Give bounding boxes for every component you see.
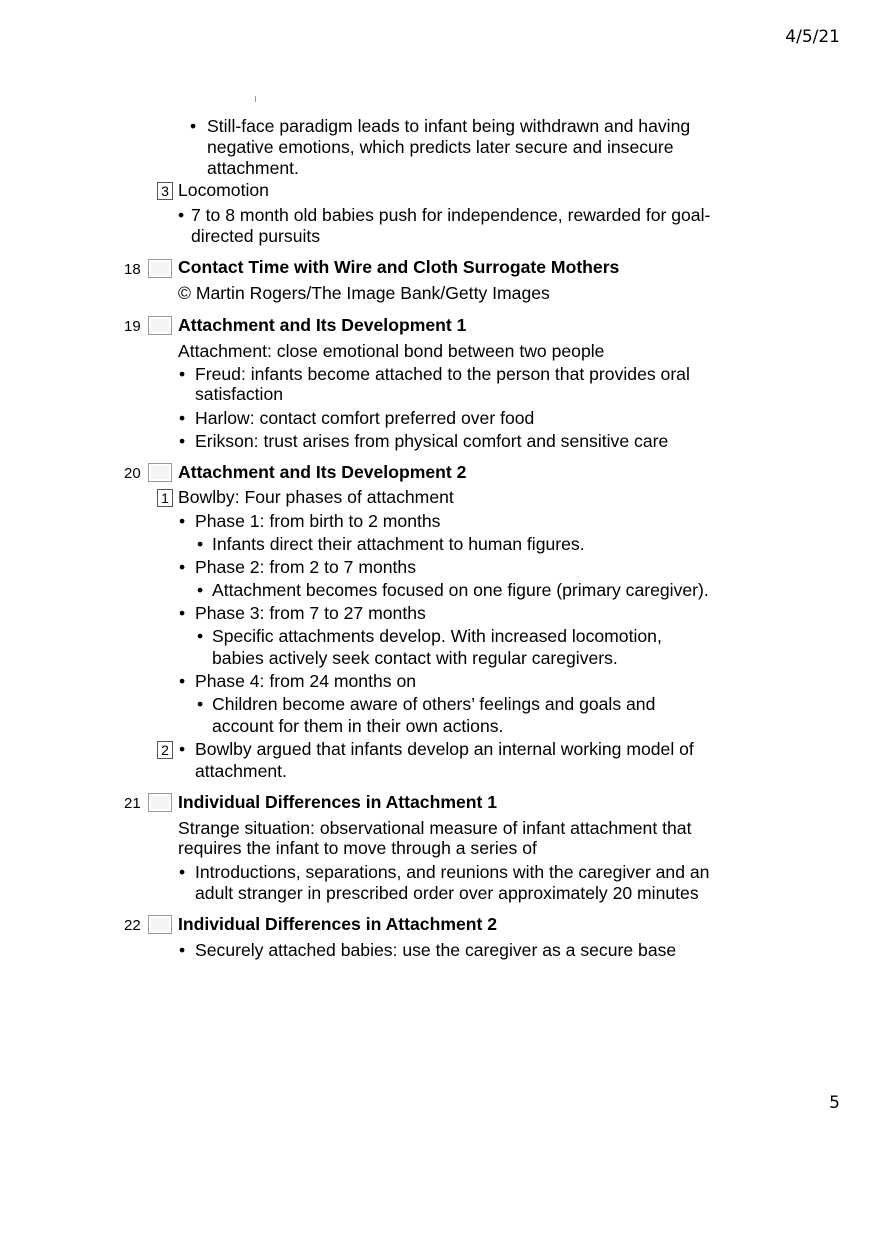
bullet-dot: • xyxy=(197,694,204,714)
header-date: 4/5/21 xyxy=(785,27,840,47)
bullet-dot: • xyxy=(178,205,185,225)
cut-off-text-mark xyxy=(255,96,259,102)
bullet-dot: • xyxy=(197,580,204,600)
item-1-number-box: 1 xyxy=(157,489,173,507)
phase-1-label: Phase 1: from birth to 2 months xyxy=(195,511,441,531)
phase-3-label: Phase 3: from 7 to 27 months xyxy=(195,603,426,623)
slide-21-intro-2: requires the infant to move through a series of xyxy=(178,838,537,858)
bullet-dot: • xyxy=(197,534,204,554)
freud-line-2: satisfaction xyxy=(195,384,284,404)
freud-line-1: Freud: infants become attached to the person that provides oral xyxy=(195,364,690,384)
slide-number-20: 20 xyxy=(124,465,141,482)
still-face-line-1: Still-face paradigm leads to infant being withdrawn and having xyxy=(207,116,691,136)
bullet-dot: • xyxy=(179,408,186,428)
slide-21-title: Individual Differences in Attachment 1 xyxy=(178,792,498,812)
slide-number-19: 19 xyxy=(124,318,141,335)
slide-thumbnail-22[interactable] xyxy=(148,915,172,934)
bullet-dot: • xyxy=(190,116,197,136)
phase-1-detail: Infants direct their attachment to human figures. xyxy=(212,534,585,554)
bowlby-line-2: attachment. xyxy=(195,761,287,781)
still-face-line-2: negative emotions, which predicts later secure and insecure xyxy=(207,137,674,157)
slide-thumbnail-19[interactable] xyxy=(148,316,172,335)
item-2-number-box: 2 xyxy=(157,741,173,759)
bullet-dot: • xyxy=(197,626,204,646)
locomotion-line-2: directed pursuits xyxy=(191,226,321,246)
slide-thumbnail-18[interactable] xyxy=(148,259,172,278)
slide-thumbnail-21[interactable] xyxy=(148,793,172,812)
bullet-dot: • xyxy=(179,671,186,691)
slide-20-title: Attachment and Its Development 2 xyxy=(178,462,467,482)
strange-situation-line-2: adult stranger in prescribed order over approximately 20 minutes xyxy=(195,883,699,903)
phase-4-detail-1: Children become aware of others’ feelings and goals and xyxy=(212,694,656,714)
locomotion-line-1: 7 to 8 month old babies push for independence, rewarded for goal- xyxy=(191,205,711,225)
bowlby-line-1: Bowlby argued that infants develop an internal working model of xyxy=(195,739,694,759)
slide-19-title: Attachment and Its Development 1 xyxy=(178,315,467,335)
slide-number-21: 21 xyxy=(124,795,141,812)
phase-2-label: Phase 2: from 2 to 7 months xyxy=(195,557,417,577)
bullet-dot: • xyxy=(179,739,186,759)
phase-4-label: Phase 4: from 24 months on xyxy=(195,671,417,691)
slide-21-intro-1: Strange situation: observational measure of infant attachment that xyxy=(178,818,692,838)
phase-4-detail-2: account for them in their own actions. xyxy=(212,716,504,736)
bullet-dot: • xyxy=(179,511,186,531)
slide-number-18: 18 xyxy=(124,261,141,278)
bullet-dot: • xyxy=(179,603,186,623)
slide-19-intro: Attachment: close emotional bond between two people xyxy=(178,341,605,361)
strange-situation-line-1: Introductions, separations, and reunions with the caregiver and an xyxy=(195,862,710,882)
bullet-dot: • xyxy=(179,364,186,384)
slide-number-22: 22 xyxy=(124,917,141,934)
item-1-label: Bowlby: Four phases of attachment xyxy=(178,487,454,507)
still-face-line-3: attachment. xyxy=(207,158,299,178)
securely-attached-line: Securely attached babies: use the caregiver as a secure base xyxy=(195,940,677,960)
erikson-line: Erikson: trust arises from physical comfort and sensitive care xyxy=(195,431,669,451)
slide-18-credit: © Martin Rogers/The Image Bank/Getty Images xyxy=(178,283,550,303)
phase-3-detail-1: Specific attachments develop. With increased locomotion, xyxy=(212,626,662,646)
bullet-dot: • xyxy=(179,431,186,451)
bullet-dot: • xyxy=(179,862,186,882)
item-3-label: Locomotion xyxy=(178,180,269,200)
page-number: 5 xyxy=(829,1093,840,1113)
harlow-line: Harlow: contact comfort preferred over food xyxy=(195,408,535,428)
slide-22-title: Individual Differences in Attachment 2 xyxy=(178,914,498,934)
item-3-number-box: 3 xyxy=(157,182,173,200)
bullet-dot: • xyxy=(179,557,186,577)
bullet-dot: • xyxy=(179,940,186,960)
phase-2-detail: Attachment becomes focused on one figure (primary caregiver). xyxy=(212,580,709,600)
slide-thumbnail-20[interactable] xyxy=(148,463,172,482)
slide-18-title: Contact Time with Wire and Cloth Surrogate Mothers xyxy=(178,257,620,277)
phase-3-detail-2: babies actively seek contact with regular caregivers. xyxy=(212,648,618,668)
